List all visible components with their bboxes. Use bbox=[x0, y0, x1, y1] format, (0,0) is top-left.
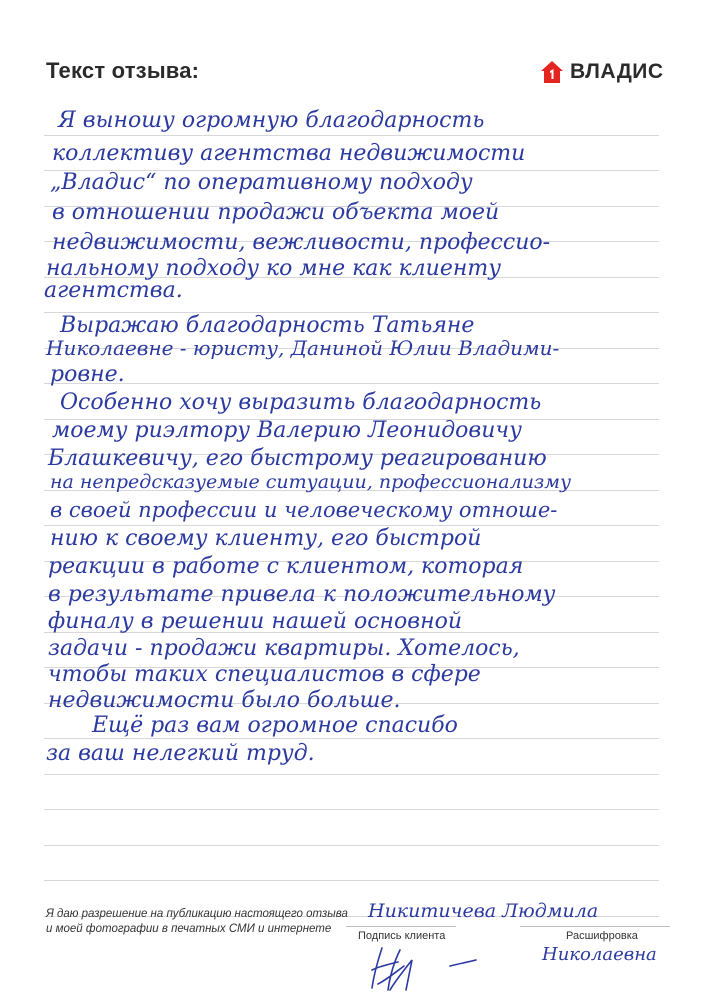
review-line: чтобы таких специалистов в сфере bbox=[48, 662, 481, 687]
client-signature bbox=[360, 940, 490, 995]
signature-line bbox=[346, 926, 456, 927]
logo-text: ВЛАДИС bbox=[570, 60, 664, 83]
review-line: в результате привела к положительному bbox=[48, 582, 556, 607]
client-name-line-1: Никитичева Людмила bbox=[368, 900, 599, 922]
review-line: задачи - продажи квартиры. Хотелось, bbox=[48, 636, 520, 661]
review-line: Ещё раз вам огромное спасибо bbox=[92, 713, 458, 738]
client-name-line-2: Николаевна bbox=[542, 944, 657, 965]
review-line: „Владис“ по оперативному подходу bbox=[50, 170, 473, 195]
consent-line-1: Я даю разрешение на публикацию настоящего отзыва bbox=[46, 908, 348, 920]
review-line: недвижимости, вежливости, профессио- bbox=[52, 230, 551, 255]
review-line: Особенно хочу выразить благодарность bbox=[60, 390, 542, 415]
decoding-line bbox=[520, 926, 670, 927]
review-line: нальному подходу ко мне как клиенту bbox=[46, 256, 501, 281]
review-line: финалу в решении нашей основной bbox=[48, 609, 462, 634]
review-line: на непредсказуемые ситуации, профессионализму bbox=[50, 471, 572, 493]
rule-line bbox=[44, 775, 659, 811]
review-line: ровне. bbox=[50, 362, 125, 387]
publication-consent bbox=[46, 907, 348, 937]
page-title: Текст отзыва: bbox=[46, 58, 200, 83]
decoding-label: Расшифровка bbox=[566, 930, 638, 942]
review-line: моему риэлтору Валерию Леонидовичу bbox=[52, 418, 522, 443]
review-line: за ваш нелегкий труд. bbox=[46, 741, 315, 766]
brand-logo bbox=[540, 60, 664, 84]
consent-line-2: и моей фотографии в печатных СМИ и интернете bbox=[46, 923, 332, 935]
review-line: в своей профессии и человеческому отноше- bbox=[50, 498, 558, 522]
house-logo-icon bbox=[540, 60, 564, 84]
review-line: коллективу агентства недвижимости bbox=[52, 141, 526, 166]
signature-label: Подпись клиента bbox=[358, 930, 446, 942]
review-line: Я выношу огромную благодарность bbox=[58, 108, 485, 133]
review-line: Николаевне - юристу, Даниной Юлии Владими- bbox=[46, 336, 560, 360]
review-line: Выражаю благодарность Татьяне bbox=[60, 313, 475, 338]
review-line: недвижимости было больше. bbox=[48, 688, 401, 713]
review-line: в отношении продажи объекта моей bbox=[52, 200, 500, 225]
review-line: агентства. bbox=[44, 278, 183, 303]
rule-line bbox=[44, 846, 659, 882]
review-line: реакции в работе с клиентом, которая bbox=[48, 554, 524, 579]
review-line: Блашкевичу, его быстрому реагированию bbox=[48, 446, 547, 471]
review-line: нию к своему клиенту, его быстрой bbox=[50, 526, 482, 551]
rule-line bbox=[44, 810, 659, 846]
